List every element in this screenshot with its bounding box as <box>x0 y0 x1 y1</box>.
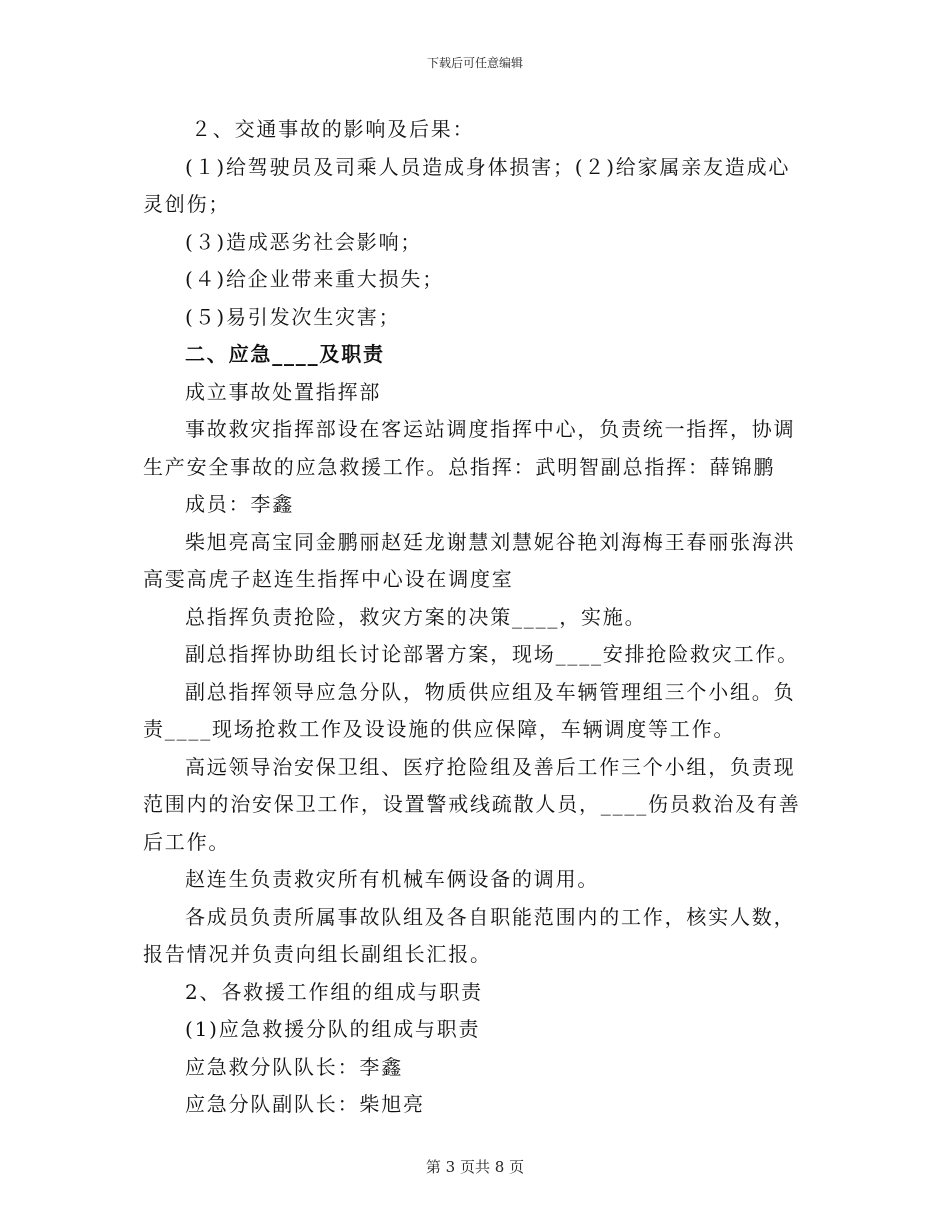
section-heading: 二、应急____及职责 <box>185 342 385 366</box>
paragraph: 范围内的治安保卫工作，设置警戒线疏散人员，____伤员救治及有善 <box>143 792 801 816</box>
paragraph: 后工作。 <box>143 829 231 854</box>
paragraph: (１)给驾驶员及司乘人员造成身体损害；(２)给家属亲友造成心 <box>185 154 791 179</box>
page-footer: 第 3 页共 8 页 <box>425 1158 525 1176</box>
paragraph: 应急分队副队长：柴旭亮 <box>185 1092 425 1116</box>
paragraph: 成立事故处置指挥部 <box>185 379 382 404</box>
paragraph: 副总指挥协助组长讨论部署方案，现场____安排抢险救灾工作。 <box>185 642 799 666</box>
paragraph: 各成员负责所属事故队组及各自职能范围内的工作，核实人数， <box>185 904 796 929</box>
paragraph: 总指挥负责抢险，救灾方案的决策____，实施。 <box>185 604 647 629</box>
paragraph: 赵连生负责救灾所有机械车俩设备的调用。 <box>185 867 600 891</box>
paragraph: 生产安全事故的应急救援工作。总指挥：武明智副总指挥：薛锦鹏 <box>143 454 776 479</box>
paragraph: (３)造成恶劣社会影响； <box>185 229 423 254</box>
paragraph: 高雯高虎子赵连生指挥中心设在调度室 <box>143 567 514 591</box>
paragraph: 灵创伤； <box>143 192 231 216</box>
paragraph: 高远领导治安保卫组、医疗抢险组及善后工作三个小组，负责现 <box>185 754 796 779</box>
paragraph: (５)易引发次生灾害； <box>185 304 401 329</box>
subsection-heading: 2、各救援工作组的组成与职责 <box>185 979 483 1004</box>
paragraph: (４)给企业带来重大损失； <box>185 267 445 291</box>
paragraph: 应急救分队队长：李鑫 <box>185 1054 403 1079</box>
paragraph: 事故救灾指挥部设在客运站调度指挥中心，负责统一指挥，协调 <box>185 417 796 441</box>
paragraph: 副总指挥领导应急分队，物质供应组及车辆管理组三个小组。负 <box>185 679 796 704</box>
paragraph: 报告情况并负责向组长副组长汇报。 <box>143 942 492 966</box>
paragraph: ２、交通事故的影响及后果： <box>191 117 475 141</box>
paragraph: 成员：李鑫 <box>185 492 294 516</box>
subsection-heading: (1)应急救援分队的组成与职责 <box>185 1017 481 1041</box>
page-header: 下载后可任意编辑 <box>426 56 523 70</box>
paragraph: 柴旭亮高宝同金鹏丽赵廷龙谢慧刘慧妮谷艳刘海梅王春丽张海洪 <box>185 529 796 554</box>
document-body <box>143 111 808 1124</box>
paragraph: 责____现场抢救工作及设设施的供应保障，车辆调度等工作。 <box>143 717 736 741</box>
